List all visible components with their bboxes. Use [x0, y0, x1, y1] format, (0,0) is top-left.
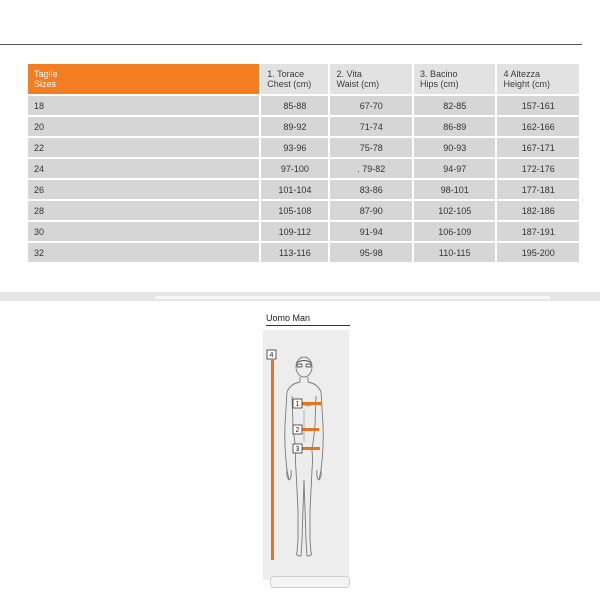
body-measurement-figure	[263, 330, 349, 580]
chest-cell: 113-116	[261, 243, 328, 262]
height-measure-bar	[271, 360, 274, 560]
hips-cell: 102-105	[414, 201, 496, 220]
waist-cell: 87-90	[330, 201, 412, 220]
chest-cell: 109-112	[261, 222, 328, 241]
table-row	[28, 222, 579, 241]
size-cell: 18	[28, 96, 259, 115]
size-cell: 26	[28, 180, 259, 199]
chest-cell: 97-100	[261, 159, 328, 178]
chest-cell: 89-92	[261, 117, 328, 136]
height-cell: 195-200	[497, 243, 579, 262]
header-sizes: Taglie Sizes	[28, 64, 259, 94]
hips-cell: 90-93	[414, 138, 496, 157]
height-cell: 172-176	[497, 159, 579, 178]
hips-cell: 98-101	[414, 180, 496, 199]
chest-marker-label: 1	[295, 401, 300, 408]
hips-cell: 86-89	[414, 117, 496, 136]
height-cell: 162-166	[497, 117, 579, 136]
section-divider-inner	[155, 296, 550, 299]
size-cell: 28	[28, 201, 259, 220]
size-chart-table	[26, 62, 581, 264]
header-chest: 1. Torace Chest (cm)	[261, 64, 328, 94]
height-cell: 187-191	[497, 222, 579, 241]
size-cell: 32	[28, 243, 259, 262]
size-cell: 24	[28, 159, 259, 178]
chest-cell: 105-108	[261, 201, 328, 220]
table-row	[28, 201, 579, 220]
table-row	[28, 180, 579, 199]
header-waist: 2. Vita Waist (cm)	[330, 64, 412, 94]
height-cell: 167-171	[497, 138, 579, 157]
table-row	[28, 138, 579, 157]
chest-cell: 85-88	[261, 96, 328, 115]
table-row	[28, 117, 579, 136]
chest-cell: 93-96	[261, 138, 328, 157]
waist-marker-label: 2	[295, 427, 300, 434]
figure-title: Uomo Man	[266, 313, 350, 326]
header-hips: 3. Bacino Hips (cm)	[414, 64, 496, 94]
hips-cell: 82-85	[414, 96, 496, 115]
height-cell: 177-181	[497, 180, 579, 199]
table-row	[28, 243, 579, 262]
waist-cell: 67-70	[330, 96, 412, 115]
table-header-row	[28, 64, 579, 94]
waist-cell: 71-74	[330, 117, 412, 136]
hips-cell: 94-97	[414, 159, 496, 178]
section-divider-band	[0, 292, 600, 301]
table-row	[28, 159, 579, 178]
height-cell: 182-186	[497, 201, 579, 220]
table-row	[28, 96, 579, 115]
waist-cell: 91-94	[330, 222, 412, 241]
header-height: 4 Altezza Height (cm)	[497, 64, 579, 94]
height-cell: 157-161	[497, 96, 579, 115]
body-outline-icon	[285, 357, 324, 556]
top-divider	[0, 44, 582, 45]
hips-cell: 110-115	[414, 243, 496, 262]
size-cell: 22	[28, 138, 259, 157]
waist-cell: 83-86	[330, 180, 412, 199]
chest-cell: 101-104	[261, 180, 328, 199]
size-cell: 30	[28, 222, 259, 241]
waist-cell: . 79-82	[330, 159, 412, 178]
figure-footer-tab	[270, 576, 350, 588]
hips-marker-label: 3	[295, 446, 300, 453]
hips-cell: 106-109	[414, 222, 496, 241]
body-figure-illustration	[263, 330, 349, 580]
waist-cell: 75-78	[330, 138, 412, 157]
size-cell: 20	[28, 117, 259, 136]
waist-cell: 95-98	[330, 243, 412, 262]
height-marker-label: 4	[269, 352, 274, 359]
